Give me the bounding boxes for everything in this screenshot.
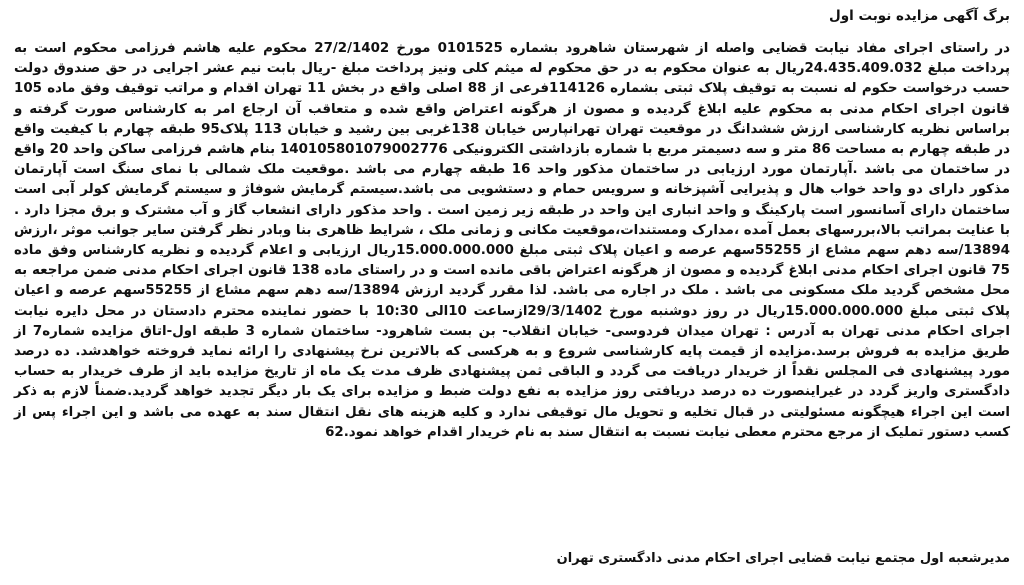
notice-signature: مدیرشعبه اول مجتمع نیابت قضایی اجرای احکام مدنی دادگستری تهران	[556, 551, 1010, 566]
notice-title: برگ آگهی مزایده نوبت اول	[829, 8, 1010, 24]
notice-body: در راستای اجرای مفاد نیابت قضایی واصله از شهرستان شاهرود بشماره 0101525 مورخ 27/2/1402 محکوم علیه هاشم فرزامی محکوم است به پرداخت مبلغ 24.435.409.032ریال به عنوان محکوم به در حق محکوم له میثم کلی ونیز پرداخت مبلغ -ریال بابت نیم عشر اجرایی در حق صندوق دولت حسب درخواست حکوم له نسبت به توقیف پلاک ثبتی بشماره 114126فرعی از 88 اصلی واقع در بخش 11 تهران اقدام و مراتب توقیف وفق ماده 105 قانون اجرای احکام مدنی به محکوم علیه ابلاغ گردیده و مصون از هرگونه اعتراض واقع شده و متعاقب آن ارجاع امر به کارشناس صورت گرفته و براساس نظریه کارشناسی ارزش ششدانگ در موقعیت تهران تهرانپارس خیابان 138غربی بین رشید و خیابان 113 پلاک95 طبقه چهارم با کیفیت واقع در طبقه چهارم به مساحت 86 متر و سه دسیمتر مربع با شماره بازداشتی الکترونیکی 140105801079002776 بنام هاشم فرزامی ساکن واحد 20 واقع در ساختمان می باشد .آپارتمان مورد ارزیابی در ساختمان مذکور واحد 16 طبقه چهارم می باشد .موقعیت ملک شمالی با نمای سنگ است آپارتمان مذکور دارای دو واحد خواب هال و پذیرایی آشپزخانه و سرویس حمام و دستشویی می باشد.سیستم گرمایش شوفاژ و سیستم گرمایش کولر آبی است ساختمان دارای آسانسور است پارکینگ و واحد انباری این واحد در طبقه زیر زمین است . واحد مذکور دارای انشعاب گاز و آب مشترک و برق مجزا دارد . با عنایت بمراتب بالا،بررسهای بعمل آمده ،مدارک ومستندات،موقعیت مکانی و زمانی ملک ، شرایط ظاهری بنا وبادر نظر گرفتن سایر جوانب موثر ،ارزش 13894/سه دهم سهم مشاع از 55255سهم عرصه و اعیان پلاک ثبتی مبلغ 15.000.000.000ریال ارزیابی و اعلام گردیده و نظریه کارشناس وفق ماده 75 قانون اجرای احکام مدنی ابلاغ گردیده و مصون از هرگونه اعتراض باقی مانده است و در راستای ماده 138 قانون اجرای احکام مدنی ضمن مراجعه به محل مشخص گردید ملک مسکونی می باشد . ملک در اجاره می باشد. لذا مقرر گردید ارزش 13894/سه دهم سهم مشاع از 55255سهم عرصه و اعیان پلاک ثبتی مبلغ 15.000.000.000ریال در روز دوشنبه مورخ 29/3/1402ازساعت 10الی 10:30 با حضور نماینده محترم دادستان در محل دایره نیابت اجرای احکام مدنی تهران به آدرس : تهران میدان فردوسی- خیابان انقلاب- بن بست شاهرود- ساختمان شماره 3 طبقه اول-اتاق مزایده شماره7 از طریق مزایده به فروش برسد.مزایده از قیمت پایه کارشناسی شروع و به هرکسی که بالاترین نرخ پیشنهادی را ارائه نماید فروخته خواهدشد. ده درصد مورد پیشنهادی فی المجلس نقداً از خریدار دریافت می گردد و الباقی ثمن پیشنهادی ظرف مدت یک ماه از تاریخ مزایده باید از طرف خریدار به حساب دادگستری واریز گردد در غیراینصورت ده درصد دریافتی روز مزایده به نفع دولت ضبط و مزایده برای یک بار دیگر تجدید خواهد گردید.ضمناً لازم به ذکر است این اجراء هیچگونه مسئولیتی در قبال تخلیه و تحویل مال توقیفی ندارد و کلیه هزینه های نقل انتقال سند به عهده می باشد و این اجراء پس از کسب دستور تملیک از مرجع محترم معطی نیابت نسبت به انتقال سند به نام خریدار اقدام خواهد نمود.62	[14, 41, 1011, 440]
